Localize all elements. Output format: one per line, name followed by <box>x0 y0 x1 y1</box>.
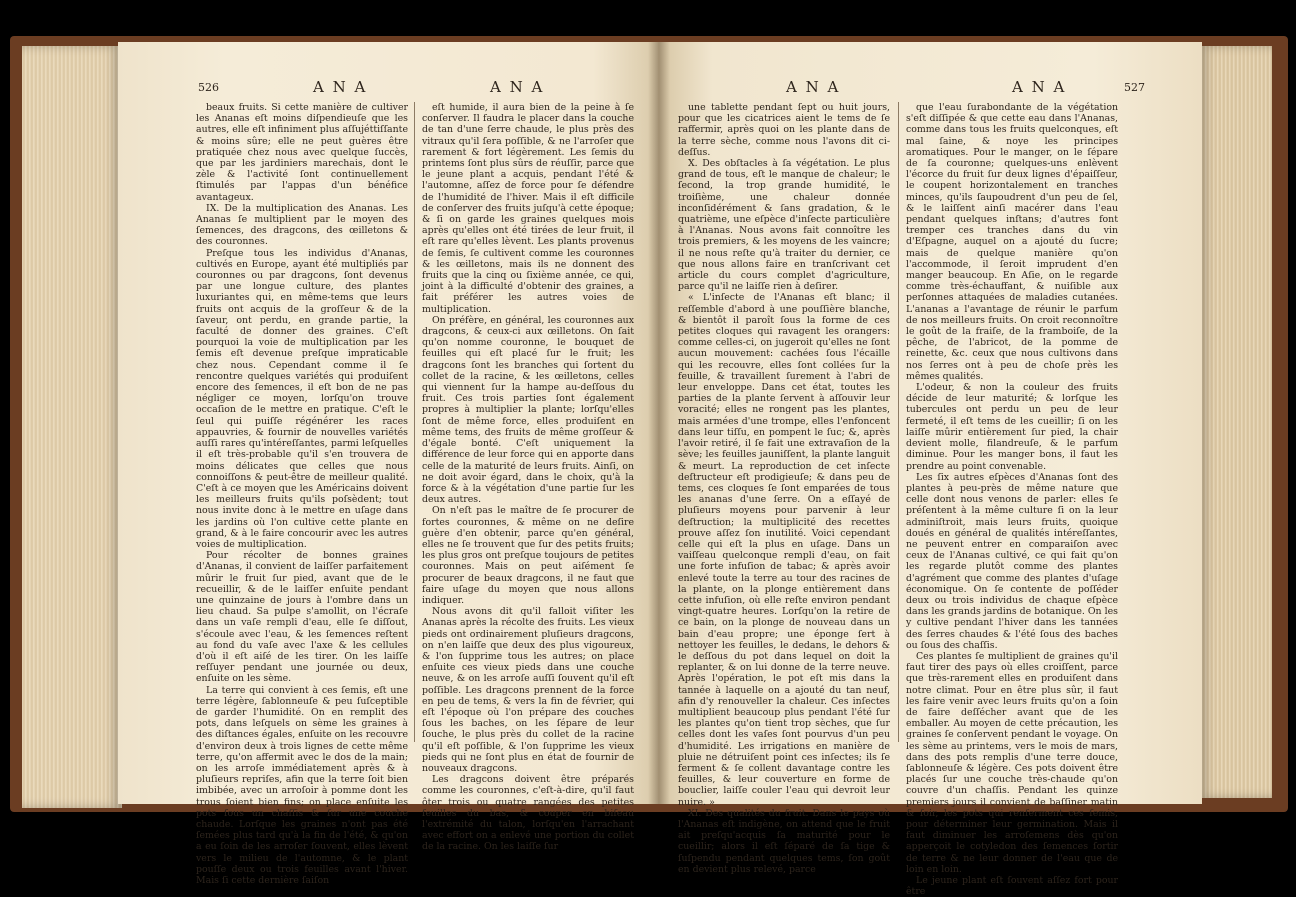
paragraph: eſt humide, il aura bien de la peine à ſe conſerver. Il faudra le placer dans la couche de tan d'une ſerre chaude, le plus près des vitraux qu'il ſera poſſible, & ne l'arroſer que rarement & fort légèrement. Les ſemis du printems ſont plus sûrs de réuſſir, parce que le jeune plant a acquis, pendant l'été & l'automne, aſſez de force pour ſe défendre de l'humidité de l'hiver. Mais il eſt difficile de conſerver des fruits juſqu'à cette époque; & ſi on garde les graines quelques mois après qu'elles ont été tirées de leur fruit, il eſt rare qu'elles lèvent. Les plants provenus de ſemis, ſe cultivent comme les couronnes & les œilletons, mais ils ne donnent des fruits que la cinq ou ſixième année, ce qui, joint à la difficulté d'obtenir des graines, a fait préférer les autres voies de multiplication. <box>422 102 634 315</box>
left-running-head <box>118 78 658 98</box>
paragraph: IX. De la multiplication des Ananas. Les Ananas ſe multiplient par le moyen des ſemences, des dragcons, des œilletons & des couronnes. <box>196 202 408 248</box>
right-header-word-1: A N A <box>786 78 841 96</box>
left-column-1 <box>196 102 408 886</box>
left-column-rule <box>414 102 415 742</box>
paragraph: L'odeur, & non la couleur des fruits décide de leur maturité; & lorſque les tubercules ont perdu un peu de leur fermeté, il eſt tems de les cueillir; ſi on les laiſſe mûrir entièrement ſur pied, la chair devient molle, filandreuſe, & le parfum diminue. Pour les manger bons, il faut les prendre au point convenable. <box>906 382 1118 472</box>
paragraph: « L'inſecte de l'Ananas eſt blanc; il reſſemble d'abord à une pouſſière blanche, & bientôt il paroît ſous la forme de ces petites cloques qui ravagent les orangers: comme celles-ci, on jugeroit qu'elles ne ſont aucun mouvement: cachées ſous l'écaille qui les recouvre, elles ſont collées ſur la feuille, & travaillent ſurement à l'abri de leur enveloppe. Dans cet état, toutes les parties de la plante ſervent à aſſouvir leur voracité; elles ne rongent pas les plantes, mais armées d'une trompe, elles l'enfoncent dans leur tiſſu, en pompent le ſuc; &, après l'avoir retiré, il ſe fait une extravaſion de la sève; les feuilles jauniſſent, la plante languit & meurt. La reproduction de cet inſecte deſtructeur eſt prodigieuſe; & dans peu de tems, ces cloques ſe ſont emparées de tous les ananas d'une ſerre. On a eſſayé de pluſieurs moyens pour parvenir à leur deſtruction; la multiplicité des recettes prouve aſſez ſon inutilité. Voici cependant celle qui eſt la plus en uſage. Dans un vaiſſeau quelconque rempli d'eau, on fait une forte infuſion de tabac; & après avoir enlevé toute la terre au tour des racines de la plante, on la plonge entièrement dans cette infuſion, où elle reſte environ pendant vingt-quatre heures. Lorſqu'on la retire de ce bain, on la plonge de nouveau dans un bain d'eau propre; une éponge ſert à nettoyer les feuilles, le dedans, le dehors & le deſſous du pot dans lequel on doit la replanter, & on lui donne de la terre neuve. Après l'opération, le pot eſt mis dans la tannée à laquelle on a ajouté du tan neuf, afin d'y renouveller la chaleur. Ces inſectes multiplient beaucoup plus pendant l'été ſur les plantes qu'on tient trop sèches, que ſur celles dont les vaſes ſont pourvus d'un peu d'humidité. Les irrigations en manière de pluie ne détruiſent point ces inſectes; ils ſe ferment & ſe collent davantage contre les feuilles, & leur couverture en forme de bouclier, laiſſe couler l'eau qui devroit leur nuire. » <box>678 292 890 808</box>
paragraph: Preſque tous les individus d'Ananas, cultivés en Europe, ayant été multipliés par couronnes ou par dragcons, ſont devenus par une longue culture, des plantes luxuriantes qui, en même-tems que leurs fruits ont acquis de la groſſeur & de la ſaveur, ont perdu, en grande partie, la faculté de donner des graines. C'eſt pourquoi la voie de multiplication par les ſemis eſt devenue preſque impraticable chez nous. Cependant comme il ſe rencontre quelques variétés qui produiſent encore des ſemences, il eſt bon de ne pas négliger ce moyen, lorſqu'on trouve occaſion de le mettre en pratique. C'eſt le ſeul qui puiſſe régénérer les races appauvries, & fournir de nouvelles variétés auſſi rares qu'intéreſſantes, parmi leſquelles il eſt très-probable qu'il s'en trouvera de moins délicates que celles que nous connoiſſons & peut-être de meilleur qualité. C'eſt à ce moyen que les Américains doivent les meilleurs fruits qu'ils poſsèdent; tout nous invite donc à le mettre en uſage dans les jardins où l'on cultive cette plante en grand, & à le faire concourir avec les autres voies de multiplication. <box>196 247 408 550</box>
right-page-number: 527 <box>1124 81 1145 94</box>
left-page-number: 526 <box>198 81 219 94</box>
paragraph: beaux fruits. Si cette manière de cultiver les Ananas eſt moins diſpendieuſe que les autres, elle eſt infiniment plus aſſujéttiſſante & moins sûre; elle ne peut guères être pratiquée chez nous avec quelque ſuccès, que par les jardiniers marechais, dont le zèle & l'activité ſont continuellement ſtimulés par l'appas d'un bénéfice avantageux. <box>196 102 408 203</box>
right-column-2 <box>906 102 1118 897</box>
right-column-rule <box>898 102 899 742</box>
paragraph: Nous avons dit qu'il falloit viſiter les Ananas après la récolte des fruits. Les vieux pieds ont ordinairement pluſieurs dragcons, on n'en laiſſe que deux des plus vigoureux, & l'on ſupprime tous les autres; on place enſuite ces vieux pieds dans une couche neuve, & on les arroſe auſſi ſouvent qu'il eſt poſſible. Les dragcons prennent de la force en peu de tems, & vers la fin de février, qui eſt l'époque où l'on prépare des couches ſous les baches, on les ſépare de leur ſouche, le plus près du collet de la racine qu'il eſt poſſible, & l'on ſupprime les vieux pieds qui ne ſont plus en état de fournir de nouveaux dragcons. <box>422 606 634 774</box>
left-header-word-1: A N A <box>313 78 368 96</box>
paragraph: X. Des obſtacles à ſa végétation. Le plus grand de tous, eſt le manque de chaleur; le ſecond, la trop grande humidité, le troiſième, une chaleur donnée inconſidérément & ſans gradation, & le quatrième, une eſpèce d'inſecte particulière à l'Ananas. Nous avons fait connoître les trois premiers, & les moyens de les vaincre; il ne nous reſte qu'à traiter du dernier, ce que nous allons faire en tranſcrivant cet article du cours complet d'agriculture, parce qu'il ne laiſſe rien à deſirer. <box>678 158 890 293</box>
paragraph: une tablette pendant ſept ou huit jours, pour que les cicatrices aient le tems de ſe raffermir, après quoi on les plante dans de la terre sèche, comme nous l'avons dit ci-deſſus. <box>678 102 890 158</box>
paragraph: que l'eau ſurabondante de la végétation s'eſt diſſipée & que cette eau dans l'Ananas, comme dans tous les fruits quelconques, eſt mal ſaine, & noye les principes aromatiques. Pour le manger, on le ſépare de ſa couronne; quelques-uns enlèvent l'écorce du fruit ſur deux lignes d'épaiſſeur, le coupent horizontalement en tranches minces, qu'ils ſaupoudrent d'un peu de ſel, & le laiſſent ainſi macérer dans l'eau pendant quelques inſtans; d'autres font tremper ces tranches dans du vin d'Eſpagne, auquel on a ajouté du ſucre; mais de quelque manière qu'on l'accommode, il ſeroit imprudent d'en manger beaucoup. En Aſie, on le regarde comme très-échauffant, & nuiſible aux perſonnes attaquées de maladies cutanées. L'ananas a l'avantage de réunir le parfum de nos meilleurs fruits. On croit reconnoître le goût de la fraiſe, de la framboiſe, de la pêche, de l'abricot, de la pomme de reinette, &c. ceux que nous cultivons dans nos ſerres ont à peu de choſe près les mêmes qualités. <box>906 102 1118 382</box>
left-column-2 <box>422 102 634 853</box>
book-gutter <box>648 42 670 804</box>
right-page <box>658 42 1202 897</box>
right-running-head <box>658 78 1202 98</box>
paragraph: Les dragcons doivent être préparés comme les couronnes, c'eſt-à-dire, qu'il faut ôter trois ou quatre rangées des petites feuilles du bas, & couper en biſeau l'extrémité du talon, lorſqu'en l'arrachant avec effort on a enlevé une portion du collet de la racine. On les laiſſe ſur <box>422 774 634 853</box>
paragraph: Les ſix autres eſpèces d'Ananas ſont des plantes à peu-près de même nature que celle dont nous venons de parler: elles ſe préſentent à la même culture ſi on la leur adminiſtroit, mais leurs fruits, quoique doués en général de qualités intéreſſantes, ne peuvent entrer en comparaiſon avec ceux de l'Ananas cultivé, ce qui fait qu'on les regarde plutôt comme des plantes d'agrément que comme des plantes d'uſage économique. On ſe contente de poſſéder deux ou trois individus de chaque eſpèce dans les grands jardins de botanique. On les y cultive pendant l'hiver dans les tannées des ſerres chaudes & l'été ſous des baches ou ſous des chaſſis. <box>906 471 1118 651</box>
paragraph: La terre qui convient à ces ſemis, eſt une terre légère, ſablonneuſe & peu ſuſceptible de garder l'humidité. On en remplit des pots, dans leſquels on sème les graines à des diſtances égales, enſuite on les recouvre d'environ deux à trois lignes de cette même terre, qu'on affermit avec le dos de la main; on les arroſe immédiatement après & à pluſieurs repriſes, afin que la terre ſoit bien imbibée, avec un arroſoir à pomme dont les trous ſoient bien fins; on place enſuite les pots ſous un chaſſis & ſur une couche chaude. Lorſque les graines n'ont pas été ſemées plus tard qu'à la fin de l'été, & qu'on a eu ſoin de les arroſer ſouvent, elles lèvent vers le milieu de l'automne, & le plant pouſſe deux ou trois feuilles avant l'hiver. Mais ſi cette dernière ſaiſon <box>196 684 408 887</box>
page-stack-right <box>1198 46 1272 798</box>
paragraph: Le jeune plant eſt ſouvent aſſez fort pour être <box>906 875 1118 897</box>
left-page <box>118 42 658 887</box>
paragraph: Ces plantes ſe multiplient de graines qu'il faut tirer des pays où elles croiſſent, parce que très-rarement elles en produiſent dans notre climat. Pour en être plus sûr, il faut les faire venir avec leurs fruits qu'on a ſoin de faire deſſécher avant que de les emballer. Au moyen de cette précaution, les graines ſe conſervent pendant le voyage. On les sème au printems, vers le mois de mars, dans des pots remplis d'une terre douce, ſablonneuſe & légère. Ces pots doivent être placés ſur une couche très-chaude qu'on couvre d'un chaſſis. Pendant les quinze premiers jours il convient de baſſiner matin & ſoir, les pots qui renferment ces ſemis, pour déterminer leur germination. Mais il faut diminuer les arroſemens dès qu'on apperçoit le cotyledon des ſemences ſortir de terre & ne leur donner de l'eau que de loin en loin. <box>906 650 1118 875</box>
right-header-word-2: A N A <box>1012 78 1067 96</box>
right-column-1 <box>678 102 890 875</box>
paragraph: Pour récolter de bonnes graines d'Ananas, il convient de laiſſer parfaitement mûrir le fruit ſur pied, avant que de le recueillir, & de le laiſſer enſuite pendant une quinzaine de jours à l'ombre dans un lieu chaud. Sa pulpe s'amollit, on l'écraſe dans un vaſe rempli d'eau, elle ſe diſſout, s'écoule avec l'eau, & les ſemences reſtent au fond du vaſe avec l'axe & les cellules d'où il eſt aiſé de les tirer. On les laiſſe reſſuyer pendant une journée ou deux, enſuite on les sème. <box>196 550 408 685</box>
paragraph: XI. Des qualités du fruit. Dans le pays où l'Ananas eſt indigène, on attend que le fruit ait preſqu'acquis ſa maturité pour le cueillir; alors il eſt ſéparé de ſa tige & ſuſpendu pendant quelques tems, ſon goût en devient plus relevé, parce <box>678 807 890 875</box>
paragraph: On n'eſt pas le maître de ſe procurer de fortes couronnes, & même on ne deſire guère d'en obtenir, parce qu'en général, elles ne ſe trouvent que ſur des petits fruits; les plus gros ont preſque toujours de petites couronnes. Mais on peut aiſément ſe procurer de beaux dragcons, il ne faut que faire uſage du moyen que nous allons indiquer. <box>422 505 634 606</box>
left-header-word-2: A N A <box>490 78 545 96</box>
page-stack-left <box>22 46 122 808</box>
paragraph: On préfère, en général, les couronnes aux dragcons, & ceux-ci aux œilletons. On ſait qu'on nomme couronne, le bouquet de feuilles qui eſt placé ſur le fruit; les dragcons ſont les branches qui ſortent du collet de la racine, & les œilletons, celles qui viennent ſur la hampe au-deſſous du fruit. Ces trois parties ſont également propres à multiplier la plante; lorſqu'elles ſont de même force, elles produiſent en même tems, des fruits de même groſſeur & d'égale bonté. C'eſt uniquement la différence de leur force qui en apporte dans celle de la maturité de leurs fruits. Ainſi, on ne doit avoir égard, dans le choix, qu'à la force & à la végétation d'une partie ſur les deux autres. <box>422 314 634 506</box>
